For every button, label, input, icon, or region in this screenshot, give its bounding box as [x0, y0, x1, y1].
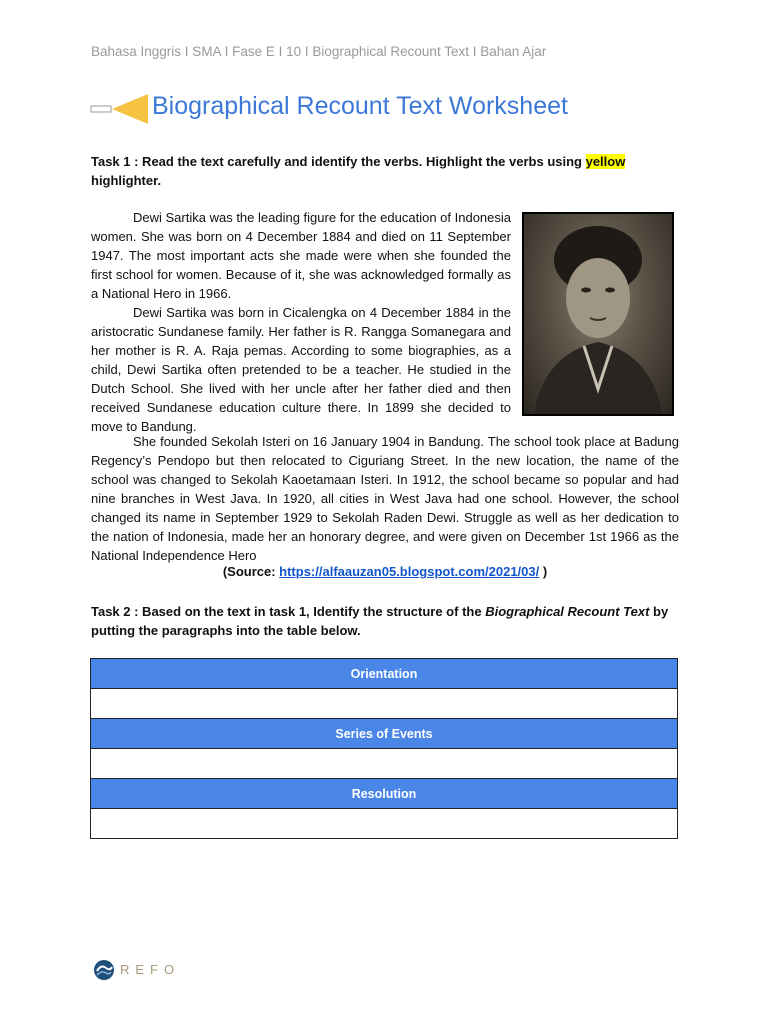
task1-text-before: Task 1 : Read the text carefully and identify the verbs. Highlight the verbs using [91, 154, 586, 169]
paragraph-2: Dewi Sartika was born in Cicalengka on 4 December 1884 in the aristocratic Sundanese family. Her father is R. Rangga Somanegara and her mother is R. A. Raja pemas. According to some biographies, as a child, Dewi Sartika often pretended to be a teacher. He studied in the Dutch School. She lived with her uncle after her father died and then received Sundanese education culture there. In 1899 she decided to move to Bandung. [91, 305, 511, 434]
task2-instruction [91, 602, 671, 640]
refo-logo-icon [92, 958, 116, 982]
title-row [90, 90, 690, 130]
resolution-answer-cell[interactable] [91, 809, 678, 839]
task1-instruction [91, 152, 681, 190]
source-link[interactable]: https://alfaauzan05.blogspot.com/2021/03/ [279, 564, 540, 579]
page-title: Biographical Recount Text Worksheet [152, 92, 568, 120]
arrow-icon [90, 92, 150, 126]
paragraph-1: Dewi Sartika was the leading figure for the education of Indonesia women. She was born on 4 December 1884 and died on 11 September 1947. The most important acts she made were when she founded the first school for women. Because of it, she was acknowledged formally as a National Hero in 1966. [91, 210, 511, 301]
paragraph-3: She founded Sekolah Isteri on 16 January 1904 in Bandung. The school took place at Badung Regency’s Pendopo but then relocated to Ciguriang Street. In the new location, the name of the school was changed to Sekolah Kaoetamaan Isteri. In 1912, the school became so popular and had nine branches in West Java. In 1920, all cities in West Java had one school. However, the school changed its name in September 1929 to Sekolah Raden Dewi. Struggle as well as her dedication to the nation of Indonesia, made her an honorary degree, and were given on December 1st 1966 as the National Independence Hero [91, 434, 679, 563]
table-header-resolution: Resolution [91, 779, 678, 809]
logo-text: REFO [120, 962, 181, 977]
source-suffix: ) [539, 564, 548, 579]
task1-text-after: highlighter. [91, 173, 162, 188]
task2-text-after: by putting the paragraphs into the table below. [91, 604, 669, 638]
source-prefix: (Source: [222, 564, 280, 579]
document-header: Bahasa Inggris I SMA I Fase E I 10 I Biographical Recount Text I Bahan Ajar [91, 44, 547, 59]
task1-highlight-word: yellow [585, 154, 626, 169]
portrait-photo [522, 212, 674, 416]
table-header-series-of-events: Series of Events [91, 719, 678, 749]
orientation-answer-cell[interactable] [91, 689, 678, 719]
series-of-events-answer-cell[interactable] [91, 749, 678, 779]
task2-text-before: Task 2 : Based on the text in task 1, Identify the structure of the [91, 604, 486, 619]
task2-italic-text: Biographical Recount Text [485, 604, 650, 619]
table-header-orientation: Orientation [91, 659, 678, 689]
structure-table [90, 658, 678, 839]
source-citation [91, 564, 679, 579]
